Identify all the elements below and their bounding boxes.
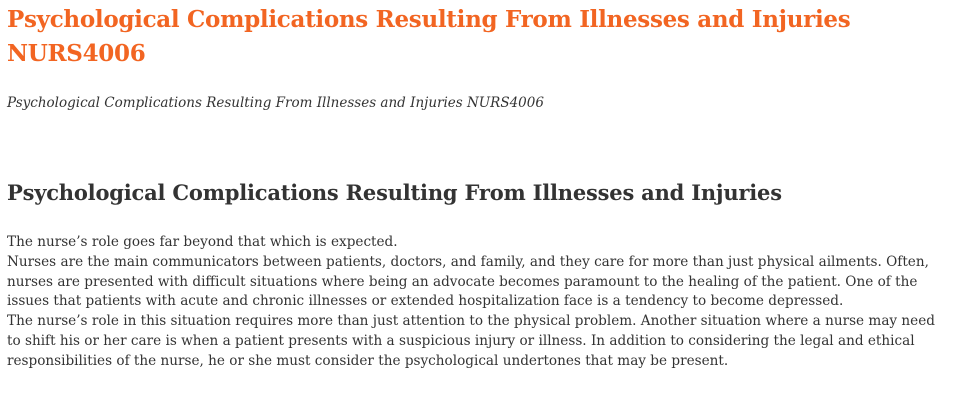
paragraph: Nurses are the main communicators between patients, doctors, and family, and they care for more than just physical ailments. Often, nurses are presented with difficult situations where being an advocate becomes paramount to the healing of the patient. One of the issues that patients with acute and chronic illnesses or extended hospitalization face is a tendency to become depressed. (7, 253, 929, 310)
post-title: Psychological Complications Resulting From Illnesses and Injuries NURS4006 (7, 6, 851, 67)
section-heading: Psychological Complications Resulting From Illnesses and Injuries (7, 180, 782, 205)
article-body (7, 233, 947, 372)
paragraph: The nurse’s role in this situation requires more than just attention to the physical problem. Another situation where a nurse may need to shift his or her care is when a patient presents with a suspicious injury or illness. In addition to considering the legal and ethical responsibilities of the nurse, he or she must consider the psychological undertones that may be present. (7, 313, 935, 369)
post-subtitle: Psychological Complications Resulting From Illnesses and Injuries NURS4006 (7, 95, 544, 111)
paragraph: The nurse’s role goes far beyond that which is expected. (7, 234, 398, 250)
article (7, 0, 952, 369)
